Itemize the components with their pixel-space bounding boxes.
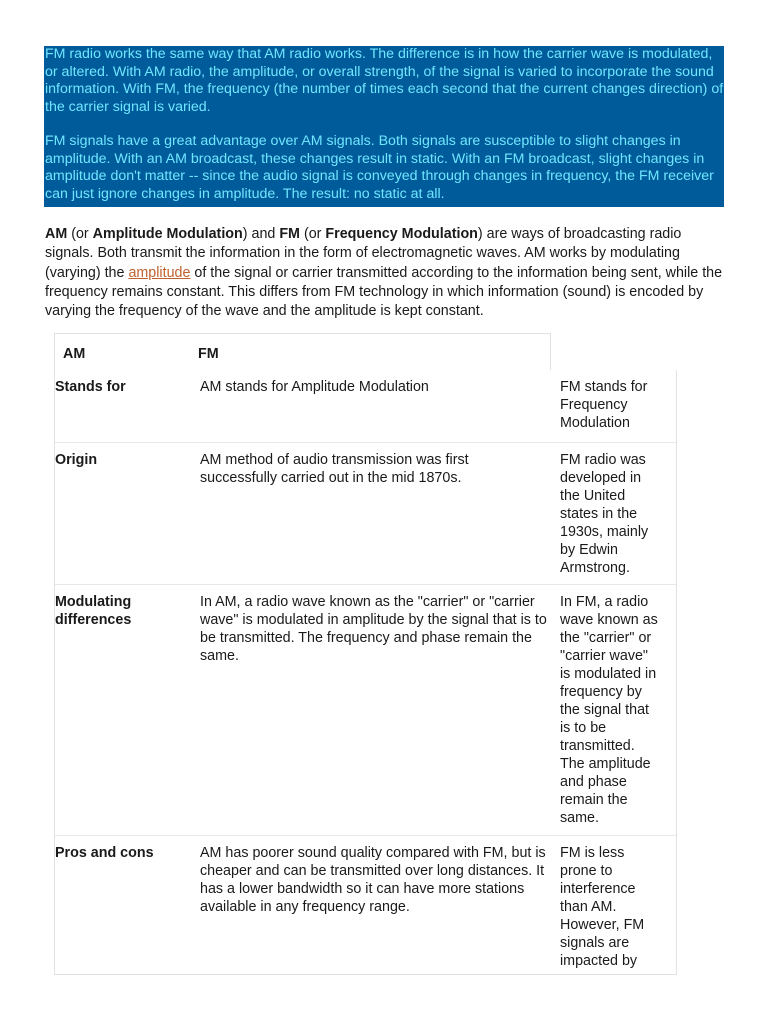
fm-cell: In FM, a radio wave known as the "carrier" or "carrier wave" is modulated in frequency by the signal that is to be transmitted. The amplitude and phase remain the same. — [560, 594, 658, 826]
intro-fm: FM — [279, 226, 300, 242]
header-fm: FM — [198, 346, 219, 362]
intro-am: AM — [45, 226, 68, 242]
fm-cell: FM is less prone to interference than AM. However, FM signals are impacted by — [560, 845, 645, 969]
table-row — [55, 370, 676, 442]
table-row — [55, 835, 676, 974]
row-label: Stands for — [55, 379, 126, 395]
table-header — [54, 333, 551, 370]
am-cell: AM method of audio transmission was first successfully carried out in the mid 1870s. — [200, 452, 469, 486]
am-cell: AM stands for Amplitude Modulation — [200, 379, 429, 395]
fm-cell: FM radio was developed in the United states in the 1930s, mainly by Edwin Armstrong. — [560, 452, 649, 576]
fm-cell: FM stands for Frequency Modulation — [560, 379, 648, 431]
table-row — [55, 584, 676, 835]
row-label: Origin — [55, 452, 98, 468]
intro-am-full: Amplitude Modulation — [92, 226, 243, 242]
table-body — [54, 370, 677, 975]
am-cell: AM has poorer sound quality compared with FM, but is cheaper and can be transmitted over long distances. It has a lower bandwidth so it can have more stations available in any frequency range. — [200, 845, 546, 915]
am-cell: In AM, a radio wave known as the "carrier" or "carrier wave" is modulated in amplitude by the signal that is to be transmitted. The frequency and phase remain the same. — [200, 594, 547, 664]
highlight-paragraph-2: FM signals have a great advantage over AM signals. Both signals are susceptible to slight changes in amplitude. With an AM broadcast, these changes result in static. With an FM broadcast, slight changes in amplitude don't matter -- since the audio signal is conveyed through changes in frequency, the FM receiver can just ignore changes in amplitude. The result: no static at all. — [45, 133, 714, 202]
intro-paragraph: AM (or Amplitude Modulation) and FM (or Frequency Modulation) are ways of broadcasting radio signals. Both transmit the information in the form of electromagnetic waves. AM works by modulating (varying) the amplitude of the signal or carrier transmitted according to the information being sent, while the frequency remains constant. This differs from FM technology in which information (sound) is encoded by varying the frequency of the wave and the amplitude is kept constant. — [45, 226, 723, 320]
highlight-paragraph-1: FM radio works the same way that AM radio works. The difference is in how the carrier wave is modulated, or altered. With AM radio, the amplitude, or overall strength, of the signal is varied to incorporate the sound information. With FM, the frequency (the number of times each second that the current changes direction) of the carrier signal is varied. — [45, 46, 724, 115]
intro-fm-full: Frequency Modulation — [325, 226, 478, 242]
table-row — [55, 442, 676, 584]
row-label: Modulating differences — [55, 594, 132, 628]
amplitude-link[interactable]: amplitude — [128, 264, 191, 281]
header-am: AM — [63, 346, 86, 362]
highlighted-excerpt — [44, 46, 724, 207]
row-label: Pros and cons — [55, 845, 154, 861]
